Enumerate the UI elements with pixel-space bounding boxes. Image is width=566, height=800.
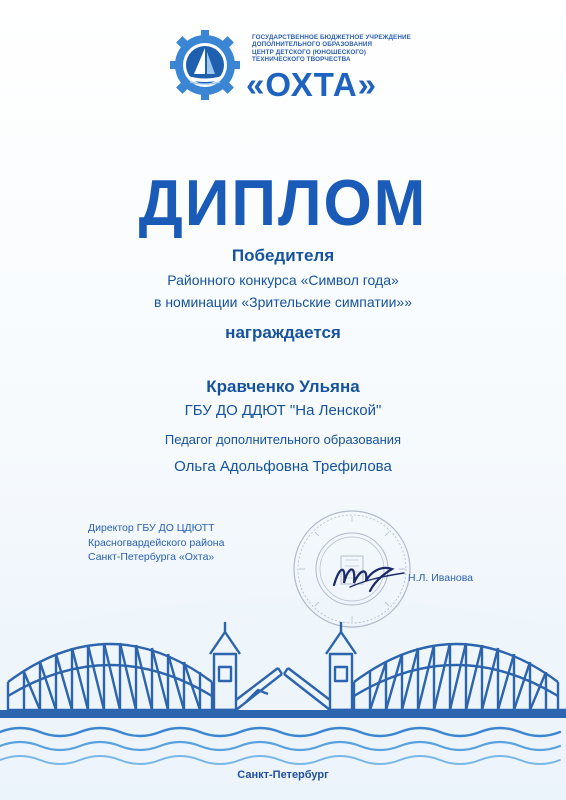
director-line: Санкт-Петербурга «Охта»	[88, 551, 215, 563]
recipient-school: ГБУ ДО ДДЮТ "На Ленской"	[184, 402, 382, 419]
diploma-title: ДИПЛОМ	[138, 167, 428, 240]
recipient-name: Кравченко Ульяна	[206, 377, 360, 396]
org-line: ДОПОЛНИТЕЛЬНОГО ОБРАЗОВАНИЯ	[252, 41, 373, 49]
teacher-role: Педагог дополнительного образования	[164, 432, 402, 447]
contest-name: Районного конкурса «Символ года»	[167, 272, 399, 288]
okhta-logo-icon	[168, 28, 242, 102]
director-line: Директор ГБУ ДО ЦДЮТТ	[88, 522, 215, 534]
awarded-label: награждается	[225, 323, 341, 342]
winner-label: Победителя	[231, 246, 335, 265]
director-line: Красногвардейского района	[88, 536, 225, 549]
signature-mark	[330, 555, 410, 595]
org-line: ТЕХНИЧЕСКОГО ТВОРЧЕСТВА	[252, 56, 351, 64]
brand-name: «ОХТА»	[246, 66, 378, 103]
city-label: Санкт-Петербург	[237, 769, 329, 781]
teacher-name: Ольга Адольфовна Трефилова	[174, 458, 392, 475]
org-line: ЦЕНТР ДЕТСКОГО (ЮНОШЕСКОГО)	[252, 48, 367, 56]
org-line: ГОСУДАРСТВЕННОЕ БЮДЖЕТНОЕ УЧРЕЖДЕНИЕ	[252, 34, 411, 41]
nomination-name: в номинации «Зрительские симпатии»»	[154, 294, 412, 310]
signer-name: Н.Л. Иванова	[408, 572, 474, 584]
organization-name	[252, 34, 411, 64]
director-title	[88, 521, 224, 565]
